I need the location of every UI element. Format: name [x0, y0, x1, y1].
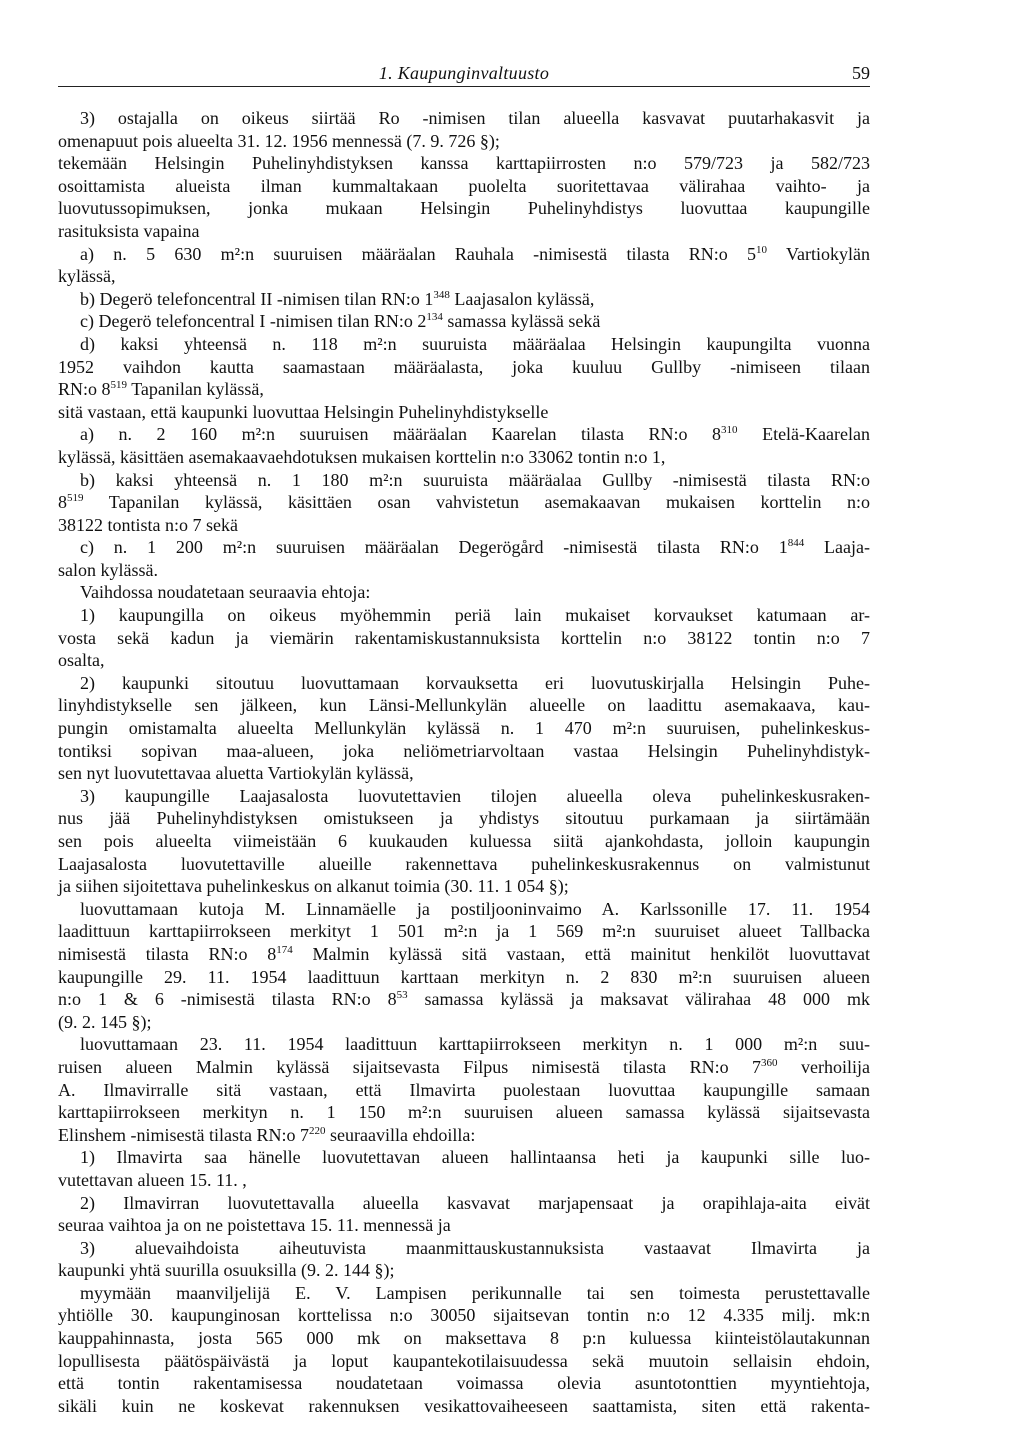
- text-segment: laadittuun karttapiirrokseen merkityt 1 501 m²:n ja 1 569 m²:n suuruiset alueet Tallbacka: [58, 921, 870, 942]
- text-segment: seuraa vaihtoa ja on ne poistettava 15. 11. mennessä ja: [58, 1215, 451, 1236]
- text-line: [58, 1350, 870, 1373]
- text-line: [58, 1327, 870, 1350]
- text-segment: omenapuut pois alueelta 31. 12. 1956 mennessä (7. 9. 726 §);: [58, 130, 500, 151]
- text-segment: kylässä, käsittäen asemakaavaehdotuksen mukaisen korttelin n:o 33062 tontin n:o 1,: [58, 446, 666, 467]
- text-line: [58, 356, 870, 379]
- text-line: [58, 830, 870, 853]
- text-segment: Elinshem -nimisestä tilasta RN:o 7: [58, 1124, 309, 1145]
- text-segment: 3) ostajalla on oikeus siirtää Ro -nimisen tilan alueella kasvavat puutarhakasvit ja: [80, 108, 870, 128]
- text-segment: salon kylässä.: [58, 559, 158, 580]
- text-line: [58, 265, 870, 288]
- text-segment: Tapanilan kylässä,: [127, 379, 264, 400]
- text-segment: pungin omistamalta alueelta Mellunkylän kylässä n. 1 470 m²:n suuruisen, puhelinkeskus-: [58, 718, 870, 739]
- text-line: [58, 1079, 870, 1102]
- superscript: 519: [67, 492, 84, 505]
- text-segment: Laajasalosta luovutettaville alueille rakennettava puhelinkeskusrakennus on valmistunut: [58, 853, 870, 874]
- text-line: [58, 469, 870, 492]
- text-line: [58, 423, 870, 446]
- text-segment: c) n. 1 200 m²:n suuruisen määräalan Degerögård -nimisestä tilasta RN:o 1: [80, 537, 788, 558]
- chapter-title: 1. Kaupunginvaltuusto: [378, 63, 550, 83]
- superscript: 348: [433, 288, 450, 301]
- superscript: 53: [396, 989, 408, 1002]
- text-line: [58, 740, 870, 763]
- text-segment: nimisestä tilasta RN:o 8: [58, 943, 277, 964]
- text-line: [58, 1237, 870, 1260]
- text-segment: Laaja-: [804, 537, 870, 558]
- text-segment: 8: [58, 492, 67, 513]
- text-segment: kylässä,: [58, 266, 116, 287]
- text-line: [58, 581, 870, 604]
- superscript: 220: [308, 1124, 326, 1137]
- text-line: [58, 514, 870, 537]
- text-segment: samassa kylässä sekä: [442, 311, 601, 332]
- text-segment: 1952 vaihdon kautta saamastaan määräalasta, joka kuuluu Gullby -nimiseen tilaan: [58, 356, 870, 377]
- text-segment: 38122 tontista n:o 7 sekä: [58, 514, 238, 535]
- text-line: [58, 1259, 870, 1282]
- text-segment: (9. 2. 145 §);: [58, 1011, 152, 1032]
- text-line: [58, 559, 870, 582]
- text-segment: RN:o 8: [58, 379, 111, 400]
- text-line: [58, 672, 870, 695]
- superscript: 10: [756, 243, 768, 256]
- text-segment: ruisen alueen Malmin kylässä sijaitsevasta Filpus nimisestä tilasta RN:o 7: [58, 1056, 762, 1077]
- text-line: [58, 175, 870, 198]
- text-line: [58, 446, 870, 469]
- text-segment: samassa kylässä ja maksavat välirahaa 48 000 mk: [407, 989, 870, 1010]
- text-segment: tontiksi sopivan maa-alueen, joka neliömetriarvoltaan vastaa Helsingin Puhelinyhdistyk-: [58, 740, 870, 761]
- text-line: [58, 604, 870, 627]
- superscript: 844: [787, 537, 805, 550]
- text-segment: a) n. 5 630 m²:n suuruisen määräalan Rauhala -nimisestä tilasta RN:o 5: [80, 243, 757, 264]
- text-segment: seuraavilla ehdoilla:: [325, 1124, 476, 1145]
- text-line: [58, 1124, 870, 1147]
- text-line: [58, 130, 870, 153]
- superscript: 360: [761, 1056, 778, 1069]
- text-line: [58, 807, 870, 830]
- text-line: [58, 1282, 870, 1305]
- text-segment: Laajasalon kylässä,: [449, 288, 595, 309]
- text-line: [58, 966, 870, 989]
- text-segment: vutettavan alueen 15. 11. ,: [58, 1169, 247, 1190]
- text-segment: luovuttamaan 23. 11. 1954 laadittuun karttapiirrokseen merkityn n. 1 000 m²:n suu-: [80, 1034, 870, 1055]
- text-line: [58, 152, 870, 175]
- text-line: [58, 875, 870, 898]
- text-segment: osoittamista alueista ilman kummaltakaan puolelta suoritettavaa välirahaa vaihto- ja: [58, 175, 870, 196]
- superscript: 310: [721, 424, 738, 437]
- text-segment: 1) Ilmavirta saa hänelle luovutettavan alueen hallintaansa heti ja kaupunki sille luo-: [80, 1147, 870, 1168]
- text-segment: 3) kaupungille Laajasalosta luovutettavien tilojen alueella oleva puhelinkeskusraken-: [80, 785, 870, 806]
- text-line: [58, 401, 870, 424]
- text-line: [58, 1192, 870, 1215]
- text-line: [58, 220, 870, 243]
- text-line: [58, 988, 870, 1011]
- text-segment: c) Degerö telefoncentral I -nimisen tilan RN:o 2: [80, 311, 427, 332]
- text-segment: sikäli kuin ne koskevat rakennuksen vesikattovaiheeseen saattamista, siten että rakenta-: [58, 1395, 870, 1416]
- text-segment: a) n. 2 160 m²:n suuruisen määräalan Kaarelan tilasta RN:o 8: [80, 424, 722, 445]
- text-line: [58, 649, 870, 672]
- text-segment: sen pois alueelta viimeistään 6 kuukauden kuluessa siitä ajankohdasta, jolloin kaupungin: [58, 831, 870, 851]
- text-segment: d) kaksi yhteensä n. 118 m²:n suuruista määräalaa Helsingin kaupungilta vuonna: [80, 333, 870, 354]
- text-line: [58, 920, 870, 943]
- text-segment: nus jää Puhelinyhdistyksen omistukseen ja yhdistys sitoutuu purkamaan ja siirtämään: [58, 808, 870, 829]
- text-segment: ja siihen sijoitettava puhelinkeskus on alkanut toimia (30. 11. 1 054 §);: [58, 876, 569, 897]
- text-line: [58, 1011, 870, 1034]
- text-line: [58, 1304, 870, 1327]
- text-line: [58, 1033, 870, 1056]
- page-number: 59: [852, 63, 870, 83]
- text-line: [58, 197, 870, 220]
- text-line: [58, 1372, 870, 1395]
- text-segment: A. Ilmavirralle sitä vastaan, että Ilmavirta puolestaan luovuttaa kaupungille samaan: [58, 1079, 870, 1100]
- text-segment: että tontin rakentamisessa noudatetaan voimassa olevia asuntotonttien myyntiehtoja,: [58, 1373, 870, 1394]
- text-segment: sitä vastaan, että kaupunki luovuttaa Helsingin Puhelinyhdistykselle: [58, 401, 549, 422]
- text-segment: lopullisesta päätöspäivästä ja loput kaupantekotilaisuudessa sekä muutoin sellaisin ehdoin,: [58, 1350, 870, 1371]
- body-text: [58, 107, 870, 1417]
- text-line: [58, 943, 870, 966]
- text-segment: kaupunki yhtä suurilla osuuksilla (9. 2. 144 §);: [58, 1260, 395, 1281]
- text-line: [58, 333, 870, 356]
- text-line: [58, 785, 870, 808]
- text-segment: n:o 1 & 6 -nimisestä tilasta RN:o 8: [58, 989, 397, 1010]
- text-segment: myymään maanviljelijä E. V. Lampisen perikunnalle tai sen toimesta perustettavalle: [80, 1282, 870, 1303]
- text-segment: vosta sekä kadun ja viemärin rakentamiskustannuksista korttelin n:o 38122 tontin n:o 7: [58, 627, 870, 648]
- running-header: [58, 62, 870, 87]
- text-segment: Vaihdossa noudatetaan seuraavia ehtoja:: [80, 582, 371, 603]
- text-segment: 2) kaupunki sitoutuu luovuttamaan korvauksetta eri luovutuskirjalla Helsingin Puhe-: [80, 672, 870, 693]
- text-segment: tekemään Helsingin Puhelinyhdistyksen kanssa karttapiirrosten n:o 579/723 ja 582/723: [58, 153, 870, 174]
- text-segment: luovutussopimuksen, jonka mukaan Helsingin Puhelinyhdistys luovuttaa kaupungille: [58, 198, 870, 219]
- superscript: 519: [110, 379, 128, 392]
- text-segment: yhtiölle 30. kaupunginosan korttelissa n:o 30050 sijaitsevan tontin n:o 12 4.335 milj. mk:n: [58, 1305, 870, 1326]
- superscript: 174: [276, 943, 293, 956]
- text-line: [58, 288, 870, 311]
- text-line: [58, 717, 870, 740]
- text-segment: 2) Ilmavirran luovutettavalla alueella kasvavat marjapensaat ja orapihlaja-aita eivät: [80, 1192, 870, 1213]
- text-segment: kauppahinnasta, josta 565 000 mk on maksettava 8 p:n kuluessa kiinteistölautakunnan: [58, 1328, 870, 1349]
- text-line: [58, 1146, 870, 1169]
- text-line: [58, 762, 870, 785]
- text-line: [58, 853, 870, 876]
- text-segment: kaupungille 29. 11. 1954 laadittuun karttaan merkityn n. 2 830 m²:n suuruisen alueen: [58, 966, 870, 987]
- text-segment: 3) aluevaihdoista aiheutuvista maanmittauskustannuksista vastaavat Ilmavirta ja: [80, 1237, 870, 1258]
- text-segment: Malmin kylässä sitä vastaan, että mainitut henkilöt luovuttavat: [292, 943, 870, 964]
- text-segment: Etelä-Kaarelan: [737, 424, 870, 445]
- text-line: [58, 898, 870, 921]
- text-segment: sen nyt luovutettavaa aluetta Vartiokylän kylässä,: [58, 763, 414, 784]
- superscript: 134: [426, 311, 443, 324]
- text-segment: Tapanilan kylässä, käsittäen osan vahvistetun asemakaavan mukaisen korttelin n:o: [83, 492, 870, 513]
- text-line: [58, 1169, 870, 1192]
- text-line: [58, 243, 870, 266]
- text-line: [58, 491, 870, 514]
- text-segment: b) Degerö telefoncentral II -nimisen tilan RN:o 1: [80, 288, 434, 309]
- text-segment: linyhdistykselle sen jälkeen, kun Länsi-Mellunkylän alueelle on laadittu asemakaava, kau-: [58, 695, 870, 716]
- text-segment: osalta,: [58, 650, 105, 671]
- text-line: [58, 1395, 870, 1418]
- text-line: [58, 1101, 870, 1124]
- text-line: [58, 1214, 870, 1237]
- text-line: [58, 378, 870, 401]
- text-segment: b) kaksi yhteensä n. 1 180 m²:n suuruista määräalaa Gullby -nimisestä tilasta RN:o: [80, 469, 870, 490]
- text-segment: verhoilija: [777, 1056, 870, 1077]
- text-line: [58, 310, 870, 333]
- text-line: [58, 536, 870, 559]
- text-segment: Vartiokylän: [767, 243, 870, 264]
- text-line: [58, 627, 870, 650]
- text-segment: 1) kaupungilla on oikeus myöhemmin periä lain mukaiset korvaukset katumaan ar-: [80, 605, 870, 626]
- text-segment: luovuttamaan kutoja M. Linnamäelle ja postiljooninvaimo A. Karlssonille 17. 11. 1954: [80, 898, 870, 919]
- text-segment: karttapiirrokseen merkityn n. 1 150 m²:n suuruisen alueen samassa kylässä sijaitsevasta: [58, 1102, 870, 1123]
- text-line: [58, 1056, 870, 1079]
- text-segment: rasituksista vapaina: [58, 220, 200, 241]
- text-line: [58, 694, 870, 717]
- text-line: [58, 107, 870, 130]
